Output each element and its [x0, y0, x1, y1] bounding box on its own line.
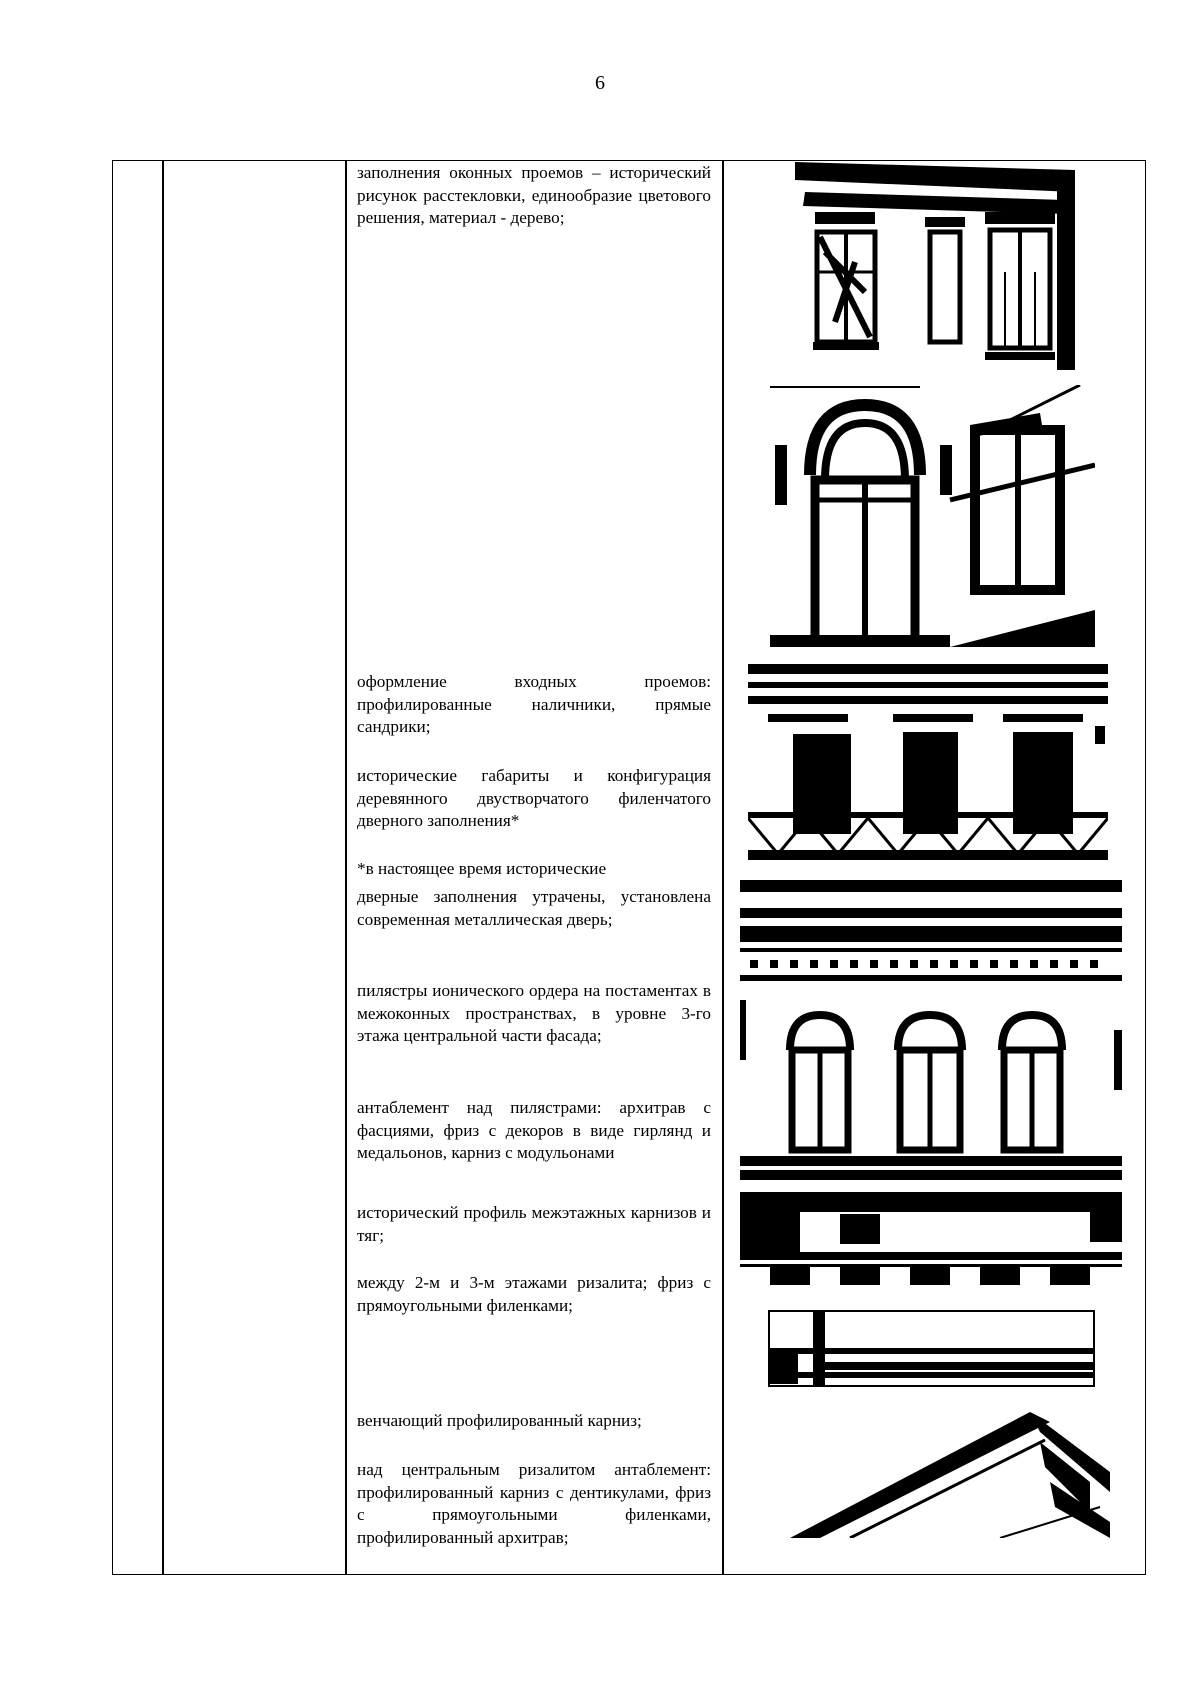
- photo-crowning-cornice: [790, 1412, 1110, 1538]
- photo-facade-arched-windows: [740, 880, 1122, 1180]
- text-entrance-openings: оформление входных проемов: профилированные наличники, прямые сандрики;: [357, 672, 711, 736]
- table-divider-2: [345, 160, 347, 1575]
- photo-interfloor-cornice: [740, 1192, 1122, 1289]
- text-crowning-cornice: венчающий профилированный карниз;: [357, 1411, 642, 1430]
- text-entablature: антаблемент над пилястрами: архитрав с фасциями, фриз с декоров в виде гирлянд и медальонов, карниз с модульонами: [357, 1098, 711, 1162]
- photo-frieze-panels: [768, 1310, 1095, 1387]
- photo-windows-rectangular: [795, 162, 1075, 370]
- photo-entrance-doorways: [748, 664, 1108, 862]
- text-central-risalit: над центральным ризалитом антаблемент: профилированный карниз с дентикулами, фриз с прямоугольными филенками, профилированный архитрав;: [357, 1460, 711, 1547]
- text-note-historic: *в настоящее время исторические: [357, 859, 607, 878]
- table-divider-3: [722, 160, 724, 1575]
- text-door-dimensions: исторические габариты и конфигурация деревянного двустворчатого филенчатого дверного заполнения*: [357, 766, 711, 830]
- text-pilasters: пилястры ионического ордера на постаментах в межоконных пространствах, в уровне 3-го этажа центральной части фасада;: [357, 981, 711, 1045]
- text-window-fillings: заполнения оконных проемов – исторический рисунок расстекловки, единообразие цветового решения, материал - дерево;: [357, 163, 711, 227]
- photo-arched-and-rectangular-windows: [770, 385, 1095, 647]
- page-number: 6: [595, 72, 605, 94]
- text-cornice-profile: исторический профиль межэтажных карнизов и тяг;: [357, 1203, 711, 1245]
- text-note-doors-lost: дверные заполнения утрачены, установлена современная металлическая дверь;: [357, 887, 711, 929]
- table-divider-1: [162, 160, 164, 1575]
- text-frieze-panels: между 2-м и 3-м этажами ризалита; фриз с прямоугольными филенками;: [357, 1273, 711, 1315]
